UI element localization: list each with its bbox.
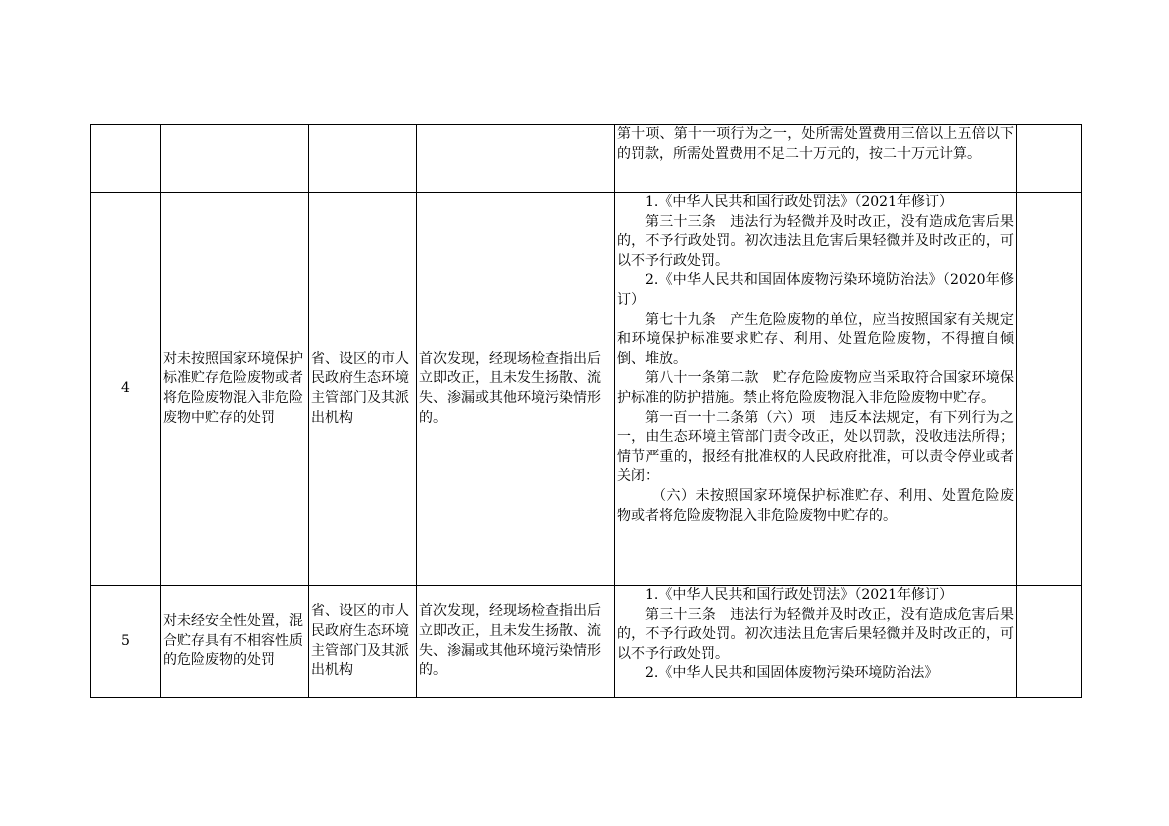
- basis-paragraph: 2.《中华人民共和国固体废物污染环境防治法》: [645, 665, 939, 682]
- violation-item: 对未按照国家环境保护标准贮存危险废物或者将危险废物混入非危险废物中贮存的处罚: [161, 193, 309, 586]
- basis-paragraph: （六）未按照国家环境保护标准贮存、利用、处置危险废物或者将危险废物混入非危险废物中贮存的。: [617, 487, 1014, 524]
- legal-basis: [615, 193, 1017, 586]
- row-number: 4: [91, 193, 161, 586]
- document-table: [90, 124, 1082, 698]
- table-row: [91, 125, 1082, 193]
- basis-paragraph: 1.《中华人民共和国行政处罚法》（2021年修订）: [645, 587, 953, 603]
- legal-basis: [615, 586, 1017, 698]
- remarks-cell: [1017, 193, 1082, 586]
- basis-paragraph: 第三十三条 违法行为轻微并及时改正，没有造成危害后果的，不予行政处罚。初次违法且危害后果轻微并及时改正的，可以不予行政处罚。: [617, 213, 1014, 269]
- violation-item: [161, 125, 309, 193]
- enforcement-authority: [309, 125, 417, 193]
- exemption-condition: [417, 125, 615, 193]
- remarks-cell: [1017, 125, 1082, 193]
- remarks-cell: [1017, 586, 1082, 698]
- exemption-condition: 首次发现，经现场检查指出后立即改正，且未发生扬散、流失、渗漏或其他环境污染情形的。: [417, 586, 615, 698]
- basis-paragraph: 第一百一十二条第（六）项 违反本法规定，有下列行为之一，由生态环境主管部门责令改正，处以罚款，没收违法所得；情节严重的，报经有批准权的人民政府批准，可以责令停业或者关闭：: [617, 409, 1014, 485]
- basis-paragraph: 第八十一条第二款 贮存危险废物应当采取符合国家环境保护标准的防护措施。禁止将危险废物混入非危险废物中贮存。: [617, 370, 1014, 406]
- exemption-condition: 首次发现，经现场检查指出后立即改正，且未发生扬散、流失、渗漏或其他环境污染情形的。: [417, 193, 615, 586]
- basis-paragraph: 2.《中华人民共和国固体废物污染环境防治法》（2020年修订）: [617, 272, 1014, 308]
- row-number: [91, 125, 161, 193]
- enforcement-authority: 省、设区的市人民政府生态环境主管部门及其派出机构: [309, 586, 417, 698]
- basis-paragraph: 第七十九条 产生危险废物的单位，应当按照国家有关规定和环境保护标准要求贮存、利用、处置危险废物，不得擅自倾倒、堆放。: [617, 311, 1014, 367]
- row-number: 5: [91, 586, 161, 698]
- enforcement-authority: 省、设区的市人民政府生态环境主管部门及其派出机构: [309, 193, 417, 586]
- table-row: [91, 193, 1082, 586]
- violation-item: 对未经安全性处置，混合贮存具有不相容性质的危险废物的处罚: [161, 586, 309, 698]
- legal-basis: [615, 125, 1017, 193]
- basis-paragraph: 第三十三条 违法行为轻微并及时改正，没有造成危害后果的，不予行政处罚。初次违法且危害后果轻微并及时改正的，可以不予行政处罚。: [617, 606, 1014, 662]
- table-row: [91, 586, 1082, 698]
- basis-paragraph: 第十项、第十一项行为之一，处所需处置费用三倍以上五倍以下的罚款，所需处置费用不足二十万元的，按二十万元计算。: [617, 126, 1014, 162]
- basis-paragraph: 1.《中华人民共和国行政处罚法》（2021年修订）: [645, 194, 953, 210]
